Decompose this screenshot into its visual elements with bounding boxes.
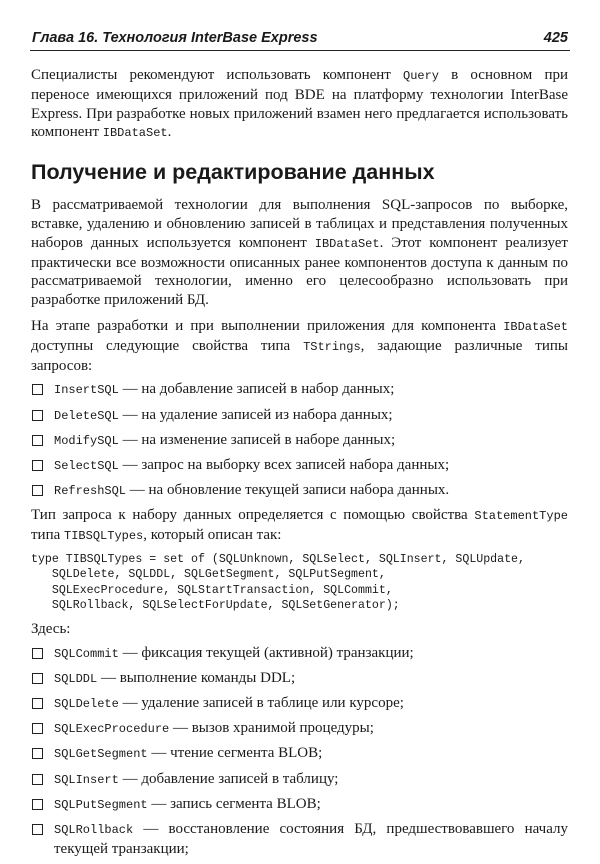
type-desc: — вызов хранимой процедуры; <box>169 720 374 737</box>
type-desc: — чтение сегмента BLOB; <box>147 745 323 762</box>
list-item <box>31 694 568 714</box>
page-number: 425 <box>543 30 568 46</box>
page-header <box>30 28 570 52</box>
checkbox-bullet-icon <box>32 799 43 810</box>
list-item <box>31 744 568 764</box>
list-item <box>31 406 568 426</box>
type-desc: — запись сегмента BLOB; <box>147 795 321 812</box>
section-heading: Получение и редактирование данных <box>31 160 435 185</box>
checkbox-bullet-icon <box>32 485 43 496</box>
para2-code-2: TStrings <box>303 339 361 354</box>
intro-code-query: Query <box>403 69 440 83</box>
type-desc: — удаление записей в таблице или курсоре; <box>118 695 404 712</box>
list-item <box>31 719 568 739</box>
checkbox-bullet-icon <box>32 673 43 684</box>
chapter-title: Глава 16. Технология InterBase Express <box>32 30 318 46</box>
type-code: SQLExecProcedure <box>54 722 170 737</box>
property-code: InsertSQL <box>54 383 119 398</box>
page-content <box>31 66 568 864</box>
checkbox-bullet-icon <box>32 648 43 659</box>
list-item <box>31 481 568 501</box>
list-item <box>31 669 568 689</box>
list-item <box>31 795 568 815</box>
header-rule <box>30 50 570 51</box>
list-item <box>31 380 568 400</box>
para1-text-1: В рассматриваемой технологии для выполнения SQL-запросов по выборке, вставке, удалению и обновлению записей в таблицах и представления полученных наборов данных используется компонент <box>31 197 568 251</box>
type-code: SQLDelete <box>54 697 119 712</box>
para2-code-1: IBDataSet <box>503 319 568 334</box>
code-listing: type TIBSQLTypes = set of (SQLUnknown, SQLSelect, SQLInsert, SQLUpdate, SQLDelete, SQLDDL, SQLGetSegment, SQLPutSegment, SQLExecProcedure, SQLStartTransaction, SQLCommit, SQLRollback, SQLSelectForUpdate, SQLSetGenerator); <box>31 552 525 613</box>
paragraph-statement-type <box>31 506 568 546</box>
list-item <box>31 820 568 859</box>
list-item <box>31 770 568 790</box>
type-desc: — восстановление состояния БД, предшествовавшего началу текущей транзакции; <box>54 821 568 857</box>
property-desc: — на обновление текущей записи набора данных. <box>126 482 450 499</box>
intro-text-1: Специалисты рекомендуют использовать компонент <box>31 67 403 83</box>
para3-text-3: , который описан так: <box>143 527 282 544</box>
type-desc: — фиксация текущей (активной) транзакции; <box>118 644 414 661</box>
checkbox-bullet-icon <box>32 460 43 471</box>
paragraph-ibdataset <box>31 196 568 310</box>
checkbox-bullet-icon <box>32 748 43 759</box>
type-desc: — добавление записей в таблицу; <box>118 770 339 787</box>
type-code: SQLGetSegment <box>54 747 148 762</box>
property-code: ModifySQL <box>54 433 119 448</box>
sql-type-list <box>31 644 568 859</box>
paragraph-properties <box>31 317 568 375</box>
checkbox-bullet-icon <box>32 698 43 709</box>
para3-code-2: TIBSQLTypes <box>64 529 144 544</box>
list-item <box>31 456 568 476</box>
type-code: SQLInsert <box>54 772 119 787</box>
intro-text-3: . <box>167 124 172 141</box>
checkbox-bullet-icon <box>32 410 43 421</box>
checkbox-bullet-icon <box>32 723 43 734</box>
property-code: RefreshSQL <box>54 484 127 499</box>
intro-text-2: в основном при переносе имеющихся приложений под BDE на платформу технологии InterBase Express. При разработке новых приложений взамен него предлагается использовать компонент <box>31 67 568 141</box>
property-desc: — на изменение записей в наборе данных; <box>118 431 396 448</box>
property-code: DeleteSQL <box>54 408 119 423</box>
type-code: SQLRollback <box>54 823 134 837</box>
para3-text-2: типа <box>31 527 65 544</box>
type-desc: — выполнение команды DDL; <box>97 669 296 686</box>
checkbox-bullet-icon <box>32 824 43 835</box>
property-code: SelectSQL <box>54 458 119 473</box>
property-desc: — на добавление записей в набор данных; <box>118 381 395 398</box>
para1-text-2: . Этот компонент реализует практически все возможности описанных ранее компонентов доступа к данным по рассматриваемой технологии, именно его целесообразно использовать при разработке приложений БД. <box>31 234 568 309</box>
list-item <box>31 644 568 664</box>
type-code: SQLCommit <box>54 646 119 661</box>
type-code: SQLPutSegment <box>54 797 148 812</box>
property-desc: — запрос на выборку всех записей набора данных; <box>118 456 450 473</box>
checkbox-bullet-icon <box>32 774 43 785</box>
list-item <box>31 431 568 451</box>
property-desc: — на удаление записей из набора данных; <box>118 406 393 423</box>
para2-text-1: На этапе разработки и при выполнении приложения для компонента <box>31 317 504 334</box>
here-label: Здесь: <box>31 620 71 637</box>
para2-text-3: , задающие различные типы запросов: <box>31 337 568 374</box>
intro-paragraph <box>31 66 568 143</box>
type-code: SQLDDL <box>54 671 98 686</box>
checkbox-bullet-icon <box>32 384 43 395</box>
para3-code-1: StatementType <box>474 509 568 524</box>
intro-code-ibdataset: IBDataSet <box>102 126 168 141</box>
para1-code: IBDataSet <box>314 236 380 251</box>
para3-text-1: Тип запроса к набору данных определяется с помощью свойства <box>31 507 475 524</box>
para2-text-2: доступны следующие свойства типа <box>31 337 304 354</box>
property-list <box>31 380 568 501</box>
checkbox-bullet-icon <box>32 435 43 446</box>
